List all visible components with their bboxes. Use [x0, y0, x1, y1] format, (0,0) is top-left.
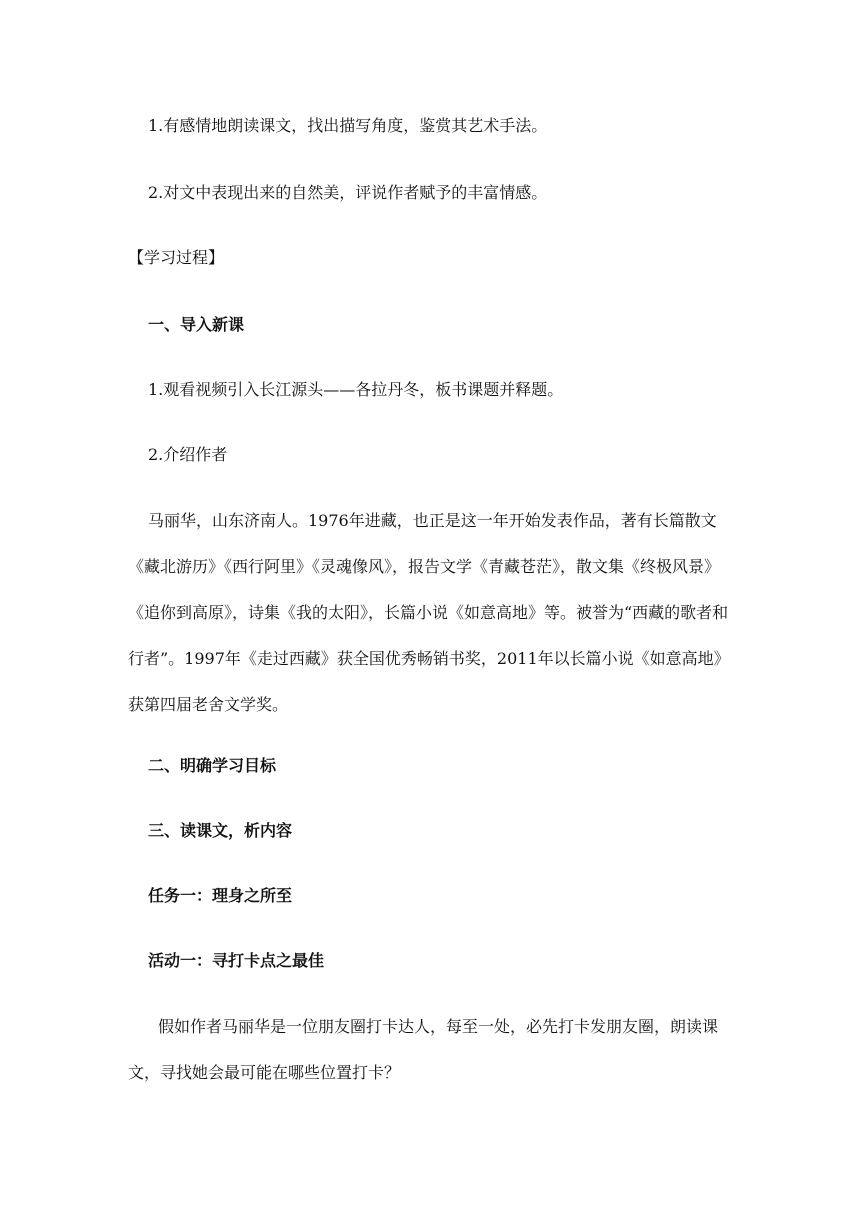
intro-step-2: 2.介绍作者 [148, 445, 228, 464]
author-bio-text: 马丽华，山东济南人。1976年进藏，也正是这一年开始发表作品，著有长篇散文《藏北游历》《西行阿里》《灵魂像风》，报告文学《青藏苍茫》，散文集《终极风景》《追你到高原》，诗集《我的太阳》，长篇小说《如意高地》等。被誉为“西藏的歌者和行者”。1997年《走过西藏》获全国优秀畅销书奖，2011年以长篇小说《如意高地》获第四届老舍文学奖。 [128, 511, 730, 714]
learning-process-heading: 【学习过程】 [128, 248, 225, 267]
task-heading-1: 任务一：理身之所至 [148, 886, 293, 905]
section-heading-reading: 三、读课文，析内容 [148, 821, 293, 840]
activity-paragraph [128, 1004, 732, 1096]
intro-step-1: 1.观看视频引入长江源头——各拉丹冬，板书课题并释题。 [148, 380, 564, 399]
section-heading-intro: 一、导入新课 [148, 315, 245, 334]
section-heading-objectives: 二、明确学习目标 [148, 756, 277, 775]
author-bio-paragraph [128, 498, 732, 728]
activity-text: 假如作者马丽华是一位朋友圈打卡达人，每至一处，必先打卡发朋友圈，朗读课文，寻找她会最可能在哪些位置打卡？ [128, 1017, 719, 1082]
objective-item-1: 1.有感情地朗读课文，找出描写角度，鉴赏其艺术手法。 [148, 116, 548, 135]
objective-item-2: 2.对文中表现出来的自然美，评说作者赋予的丰富情感。 [148, 183, 548, 202]
activity-heading-1: 活动一：寻打卡点之最佳 [148, 951, 325, 970]
